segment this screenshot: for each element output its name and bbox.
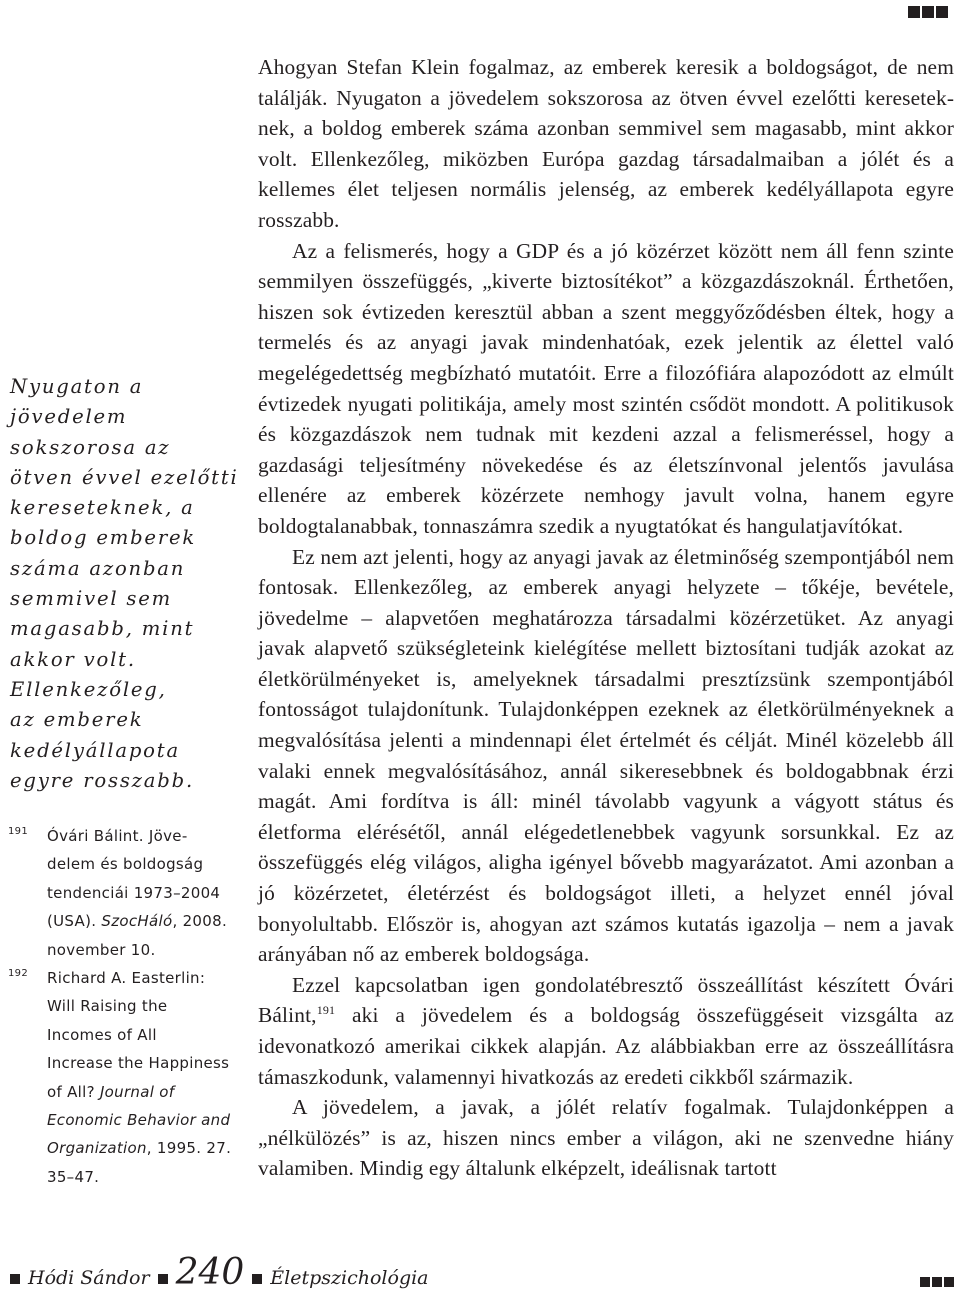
paragraph <box>258 970 954 1092</box>
page-number: 240 <box>175 1252 245 1293</box>
paragraph: Az a felismerés, hogy a GDP és a jó közérzet között nem áll fenn szinte semmilyen összefüggés, „kiverte biztosítékot” a közgazdászoknál. Érthetően, hiszen sok évtizeden keresztül abban a szent meggyőződésben éltek, hogy a termelés és az anyagi javak mindenhatóak, ezek jelentik az élettel való megelégedettség megbízható mutatóit. Erre a filozófiára alapozódott az elmúlt évtizedek nyugati politikája, amely most szintén csődöt mondott. A politikusok és közgazdászok nem tudnak mit kezdeni azzal a felismeréssel, hogy a gazdasági teljesítmény növekedése és az életszínvonal jelentős javulása ellenére az emberek közérzete nemhogy javult volna, hanem egyre boldogtalanabbak, tonnaszámra szedik a nyugtatókat és hangulatjavítókat. <box>258 238 954 538</box>
square-icon <box>908 6 920 18</box>
footnote-source: Journal of Economic Behavior and Organization <box>47 1082 231 1158</box>
corner-marks <box>908 6 948 18</box>
footnote-date: , 2008. november 10. <box>47 912 228 959</box>
footnote-text <box>47 969 231 1186</box>
square-icon <box>922 6 934 18</box>
footnote-date: , 1995. 27. 35–47. <box>47 1139 232 1186</box>
square-icon <box>932 1277 942 1287</box>
paragraph-text: Ezzel kapcsolatban igen gondolatébresztő összeállítást készített Óvári Bálint, <box>258 972 954 1028</box>
footnote-source: SzocHáló <box>101 912 173 931</box>
footer-author: Hódi Sándor <box>28 1267 150 1289</box>
footnote <box>8 964 248 1191</box>
square-icon <box>936 6 948 18</box>
footnotes <box>8 822 248 1191</box>
paragraph: Ahogyan Stefan Klein fogalmaz, az emberek keresik a boldogságot, de nem találják. Nyugaton a jövedelem sokszorosa az ötven évvel ezelőtti kereseteknek, a boldog emberek száma azonban semmivel sem magasabb, mint akkor volt. Ellenkezőleg, miközben Európa gazdag társadalmaiban a jólét és a kellemes élet teljesen normális jelenség, az emberek kedélyállapota egyre rosszabb. <box>258 55 954 232</box>
paragraph: A jövedelem, a javak, a jólét relatív fogalmak. Tulajdonképpen a „nélkülözés” is az, hiszen nincs ember a világon, aki ne szenvedne hiány valamiben. Mindig egy általunk elképzelt, ideálisnak tartott <box>258 1095 954 1181</box>
footnote-number: 192 <box>8 968 28 980</box>
footnote <box>8 822 248 964</box>
main-text <box>258 52 954 1184</box>
footnote-number: 191 <box>8 826 28 837</box>
square-icon <box>920 1277 930 1287</box>
page-footer <box>10 1252 954 1295</box>
paragraph-text: aki a jövedelem és a boldogság összefüggéseit vizsgálta az idevonatkozó amerikai cikkek alapján. Az alábbiakban erre az összeállításra támaszkodunk, valamennyi hivatkozás az eredeti cikkből származik. <box>258 1003 954 1089</box>
footer-book-title: Életpszichológia <box>270 1267 429 1289</box>
footnote-citation: Óvári Bálint. Jöve- delem és boldogság tendenciái 1973–2004 (USA). <box>47 827 221 931</box>
footer-marks <box>920 1277 954 1287</box>
square-icon <box>10 1274 20 1284</box>
footnote-ref: 191 <box>316 1003 336 1018</box>
square-icon <box>252 1274 262 1284</box>
running-footer <box>10 1252 429 1293</box>
footnote-citation: Richard A. Easterlin: Will Raising the Incomes of All Increase the Happiness of All? <box>47 969 230 1101</box>
square-icon <box>158 1274 168 1284</box>
footnote-text <box>47 827 227 959</box>
paragraph: Ez nem azt jelenti, hogy az anyagi javak az életminőség szempontjából nem fontosak. Ellenkezőleg, az emberek anyagi helyzete – tőkéje, bevétele, jövedelme – alapvetően meghatározza társadalmi közérzetüket. Az anyagi javak alapvető szükségleteink kielégítése mellett biztosítani tudják azokat az életkörülményeket is, amelyeknek társadalmi presztízsünk szempontjából fontosságot tulajdonítunk. Tulajdonképpen ezeknek az életkörülményeknek a megvalósítása jelenti a mindennapi élet értelmét és célját. Minél közelebb áll valaki ennek megvalósításához, annál sikeresebbnek és boldogabbnak érzi magát. Ami fordítva is áll: minél távolabb vagyunk a vágyott státus és életforma elérésétől, annál elégedetlenebbek vagyunk sorsunkkal. Ez az összefüggés elég világos, aligha igényel bővebb magyarázatot. Ami azonban a jó közérzetet, életérzést és boldogságot illeti, a helyzet ennél jóval bonyolultabb. Először is, ahogyan azt számos kutatás igazolja – nem a javak arányában nő az emberek boldogsága. <box>258 544 954 967</box>
pull-quote: Nyugaton a jövedelem sokszorosa az ötven évvel ezelőtti kereseteknek, a boldog emberek száma azonban semmivel sem magasabb, mint akkor volt. Ellenkezőleg, az emberek kedélyállapota egyre rosszabb. <box>10 375 239 792</box>
square-icon <box>944 1277 954 1287</box>
